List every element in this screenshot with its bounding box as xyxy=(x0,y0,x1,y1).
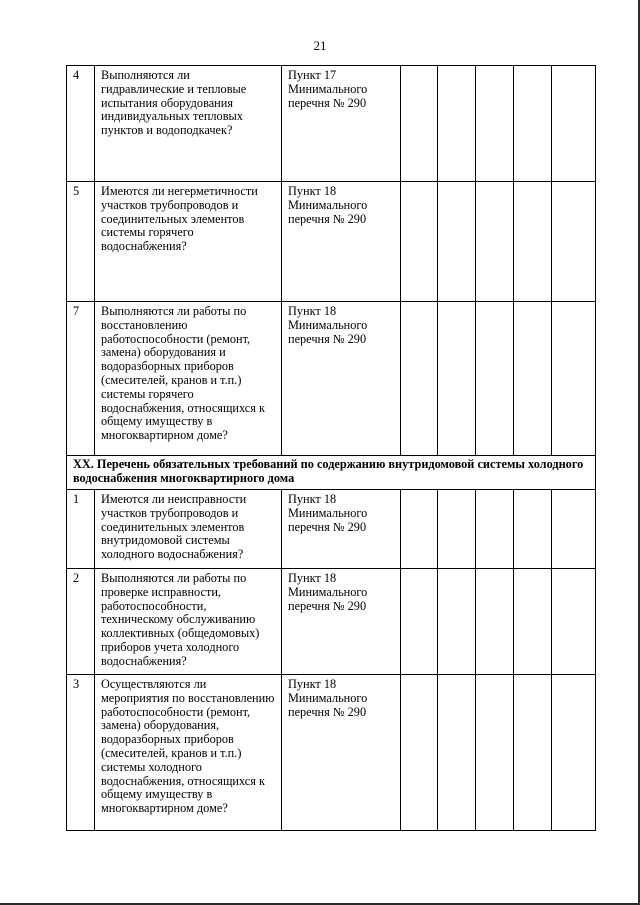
table-row xyxy=(67,569,596,675)
row-number: 3 xyxy=(67,675,95,831)
requirement-question: Осуществляются ли мероприятия по восстановлению работоспособности (ремонт, замена) оборудования, водоразборных приборов (смесителей, кранов и т.п.) системы холодного водоснабжения, относящихся к общему имуществу в многоквартирном доме? xyxy=(95,675,282,831)
row-number: 5 xyxy=(67,182,95,302)
notes-cell[interactable] xyxy=(552,569,596,675)
table-row xyxy=(67,66,596,182)
requirement-question: Имеются ли негерметичности участков трубопроводов и соединительных элементов системы горячего водоснабжения? xyxy=(95,182,282,302)
page-number: 21 xyxy=(313,38,327,53)
answer-cell-no[interactable] xyxy=(438,182,476,302)
answer-cell-na[interactable] xyxy=(476,675,514,831)
answer-cell-na[interactable] xyxy=(476,302,514,456)
answer-cell-no[interactable] xyxy=(438,490,476,569)
legal-reference: Пункт 18 Минимального перечня № 290 xyxy=(282,675,401,831)
answer-cell-na[interactable] xyxy=(476,66,514,182)
requirement-question: Выполняются ли работы по восстановлению работоспособности (ремонт, замена) оборудования и водоразборных приборов (смесителей, кранов и т.п.) системы горячего водоснабжения, относящихся к общему имуществу в многоквартирном доме? xyxy=(95,302,282,456)
table-row xyxy=(67,490,596,569)
row-number: 4 xyxy=(67,66,95,182)
requirement-question: Имеются ли неисправности участков трубопроводов и соединительных элементов внутридомовой системы холодного водоснабжения? xyxy=(95,490,282,569)
notes-cell[interactable] xyxy=(552,302,596,456)
notes-cell[interactable] xyxy=(552,675,596,831)
answer-cell-extra[interactable] xyxy=(514,490,552,569)
notes-cell[interactable] xyxy=(552,66,596,182)
answer-cell-extra[interactable] xyxy=(514,66,552,182)
answer-cell-yes[interactable] xyxy=(401,569,438,675)
answer-cell-yes[interactable] xyxy=(401,490,438,569)
answer-cell-no[interactable] xyxy=(438,66,476,182)
answer-cell-yes[interactable] xyxy=(401,675,438,831)
row-number: 7 xyxy=(67,302,95,456)
answer-cell-yes[interactable] xyxy=(401,302,438,456)
legal-reference: Пункт 18 Минимального перечня № 290 xyxy=(282,569,401,675)
answer-cell-no[interactable] xyxy=(438,302,476,456)
row-number: 2 xyxy=(67,569,95,675)
answer-cell-extra[interactable] xyxy=(514,182,552,302)
section-title: XX. Перечень обязательных требований по содержанию внутридомовой системы холодного водоснабжения многоквартирного дома xyxy=(67,456,596,490)
answer-cell-na[interactable] xyxy=(476,490,514,569)
section-header-row xyxy=(67,456,596,490)
table-row xyxy=(67,675,596,831)
answer-cell-no[interactable] xyxy=(438,675,476,831)
legal-reference: Пункт 18 Минимального перечня № 290 xyxy=(282,302,401,456)
answer-cell-extra[interactable] xyxy=(514,675,552,831)
requirement-question: Выполняются ли работы по проверке исправности, работоспособности, техническому обслуживанию коллективных (общедомовых) приборов учета холодного водоснабжения? xyxy=(95,569,282,675)
legal-reference: Пункт 18 Минимального перечня № 290 xyxy=(282,182,401,302)
answer-cell-yes[interactable] xyxy=(401,182,438,302)
row-number: 1 xyxy=(67,490,95,569)
answer-cell-yes[interactable] xyxy=(401,66,438,182)
answer-cell-no[interactable] xyxy=(438,569,476,675)
table-row xyxy=(67,302,596,456)
requirement-question: Выполняются ли гидравлические и тепловые испытания оборудования индивидуальных тепловых пунктов и водоподкачек? xyxy=(95,66,282,182)
legal-reference: Пункт 18 Минимального перечня № 290 xyxy=(282,490,401,569)
answer-cell-na[interactable] xyxy=(476,182,514,302)
checklist-table xyxy=(66,65,596,831)
notes-cell[interactable] xyxy=(552,490,596,569)
answer-cell-extra[interactable] xyxy=(514,569,552,675)
notes-cell[interactable] xyxy=(552,182,596,302)
table-row xyxy=(67,182,596,302)
answer-cell-extra[interactable] xyxy=(514,302,552,456)
legal-reference: Пункт 17 Минимального перечня № 290 xyxy=(282,66,401,182)
answer-cell-na[interactable] xyxy=(476,569,514,675)
